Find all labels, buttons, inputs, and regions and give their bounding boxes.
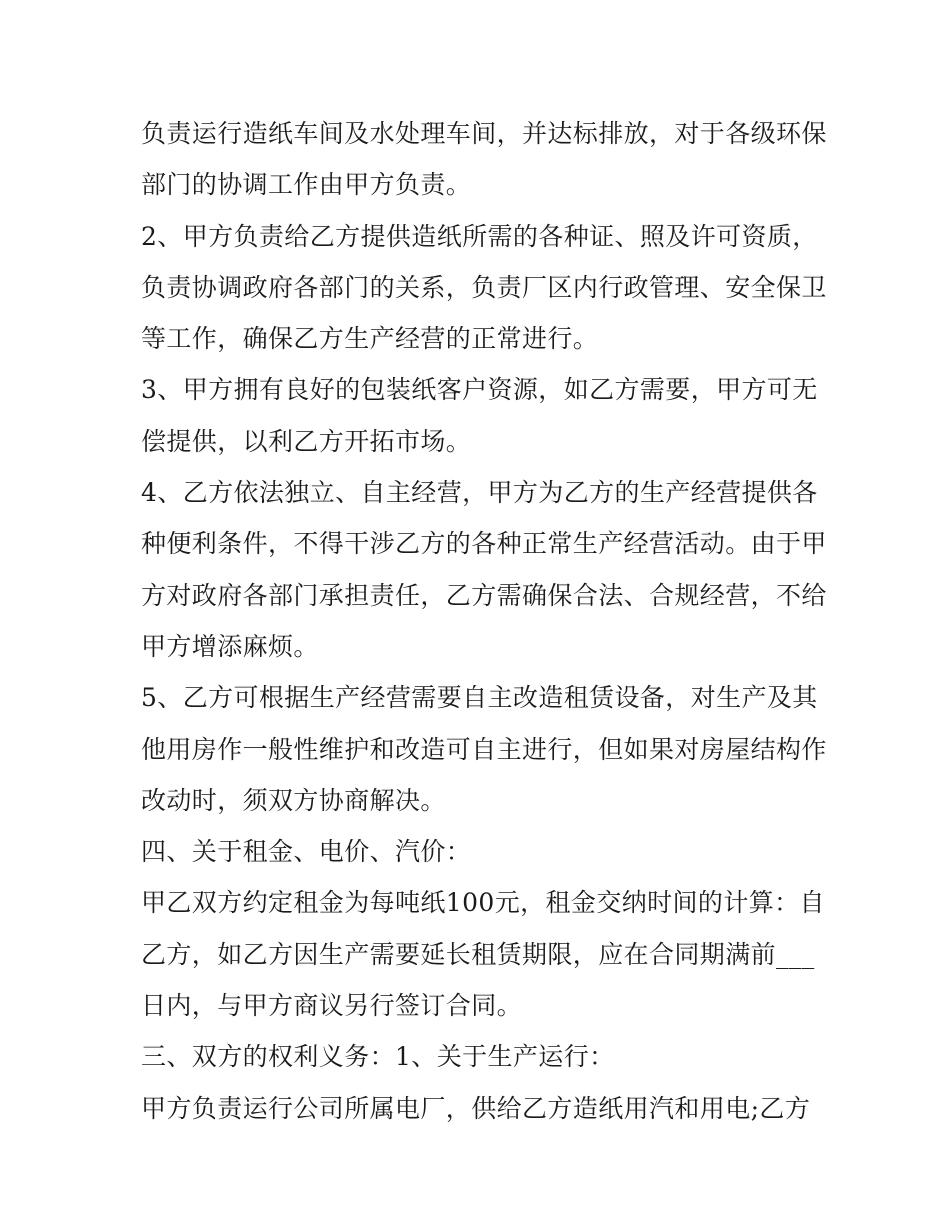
text-line: 4、乙方依法独立、自主经营，甲方为乙方的生产经营提供各: [141, 478, 818, 508]
text-line: 方对政府各部门承担责任，乙方需确保合法、合规经营，不给: [141, 580, 827, 610]
section-heading: 四、关于租金、电价、汽价：: [141, 837, 472, 867]
text-line: 日内，与甲方商议另行签订合同。: [141, 991, 523, 1021]
text-line: 种便利条件，不得干涉乙方的各种正常生产经营活动。由于甲: [141, 529, 827, 559]
text-line: 甲乙双方约定租金为每吨纸100元，租金交纳时间的计算：自: [141, 888, 825, 918]
text-line: 5、乙方可根据生产经营需要自主改造租赁设备，对生产及其: [141, 683, 818, 713]
section-heading: 三、双方的权利义务：1、关于生产运行：: [141, 1042, 615, 1072]
text-line: 他用房作一般性维护和改造可自主进行，但如果对房屋结构作: [141, 734, 827, 764]
text-line: 偿提供，以利乙方开拓市场。: [141, 426, 472, 456]
text-line: 甲方负责运行公司所属电厂，供给乙方造纸用汽和用电;乙方: [141, 1093, 811, 1123]
text-line: 部门的协调工作由甲方负责。: [141, 170, 472, 200]
text-line: 改动时，须双方协商解决。: [141, 785, 446, 815]
text-line: 3、甲方拥有良好的包装纸客户资源，如乙方需要，甲方可无: [141, 375, 818, 405]
text-line: 甲方增添麻烦。: [141, 631, 319, 661]
text-line: 负责协调政府各部门的关系，负责厂区内行政管理、安全保卫: [141, 272, 827, 302]
text-line: 等工作，确保乙方生产经营的正常进行。: [141, 324, 599, 354]
document-body: [141, 108, 827, 1134]
text-line: 负责运行造纸车间及水处理车间，并达标排放，对于各级环保: [141, 119, 827, 148]
text-line: 乙方，如乙方因生产需要延长租赁期限，应在合同期满前___: [141, 939, 815, 969]
text-line: 2、甲方负责给乙方提供造纸所需的各种证、照及许可资质，: [141, 221, 818, 251]
